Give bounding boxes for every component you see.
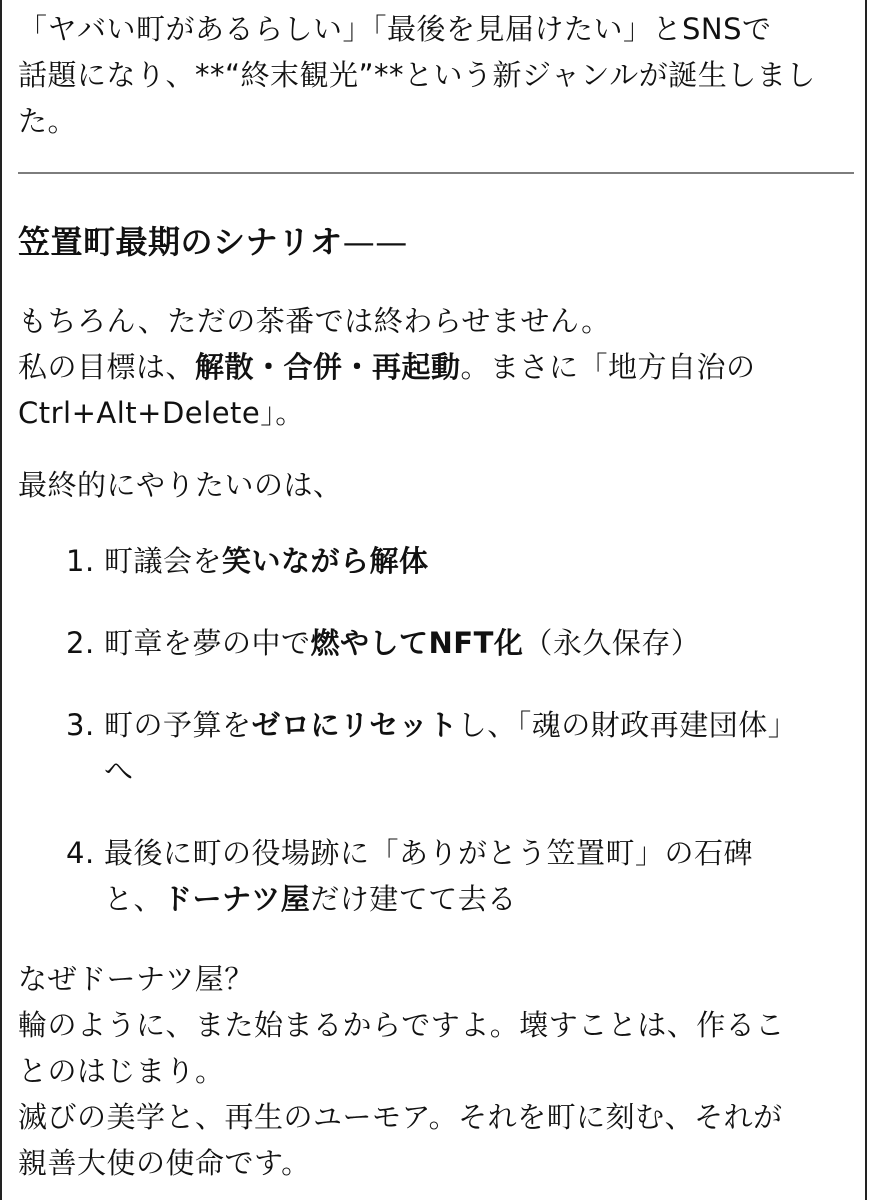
closing-line: 滅びの美学と、再生のユーモア。それを町に刻む、それが — [18, 1100, 783, 1134]
list-number: 4. — [66, 836, 95, 870]
intro-line: た。 — [18, 104, 78, 138]
list-text: だけ建てて去る — [310, 882, 517, 916]
closing-line: なぜドーナツ屋？ — [18, 962, 254, 996]
list-text: し、「魂の財政再建団体」 — [457, 708, 798, 742]
section-heading-dash: —— — [342, 223, 408, 261]
goal-line: もちろん、ただの茶番では終わらせません。 — [18, 304, 611, 338]
list-number: 2. — [66, 626, 95, 660]
intro-line: 話題になり、**“終末観光”**という新ジャンルが誕生しまし — [18, 58, 816, 92]
closing-line: 親善大使の使命です。 — [18, 1146, 311, 1180]
list-text: 町議会を — [104, 544, 223, 578]
goal-prefix: 私の目標は、 — [18, 350, 196, 384]
section-heading-text: 笠置町最期のシナリオ — [18, 223, 343, 261]
intro-paragraph — [18, 6, 858, 144]
list-item — [18, 620, 858, 666]
article-body — [18, 6, 858, 1186]
list-number: 3. — [66, 708, 95, 742]
list-text: 最後に町の役場跡に「ありがとう笠置町」の石碑 — [104, 836, 754, 870]
section-divider — [18, 172, 854, 174]
list-text: 町章を夢の中で — [104, 626, 311, 660]
goal-line: Ctrl+Alt+Delete」。 — [18, 396, 305, 430]
list-text: （永久保存） — [523, 626, 701, 660]
goal-emphasis: 解散・合併・再起動 — [195, 350, 461, 384]
closing-paragraph — [18, 956, 858, 1186]
list-emphasis: 燃やしてNFT化 — [310, 626, 524, 660]
lead-line: 最終的にやりたいのは、 — [18, 468, 343, 502]
scenario-list — [18, 538, 858, 922]
list-number: 1. — [66, 544, 95, 578]
closing-line: とのはじまり。 — [18, 1054, 225, 1088]
goal-paragraph — [18, 298, 858, 436]
closing-line: 輪のように、また始まるからですよ。壊すことは、作るこ — [18, 1008, 785, 1042]
list-text: と、 — [104, 882, 164, 916]
list-text: へ — [104, 754, 134, 788]
lead-paragraph — [18, 462, 858, 508]
list-emphasis: 笑いながら解体 — [222, 544, 429, 578]
list-emphasis: ドーナツ屋 — [163, 882, 311, 916]
list-emphasis: ゼロにリセット — [251, 708, 458, 742]
section-heading — [18, 222, 858, 262]
goal-suffix: 。まさに「地方自治の — [460, 350, 756, 384]
intro-line: 「ヤバい町があるらしい」「最後を見届けたい」とSNSで — [18, 12, 772, 46]
goal-line — [18, 344, 858, 390]
list-item — [18, 702, 858, 794]
list-item — [18, 538, 858, 584]
list-item — [18, 830, 858, 922]
list-text: 町の予算を — [104, 708, 252, 742]
